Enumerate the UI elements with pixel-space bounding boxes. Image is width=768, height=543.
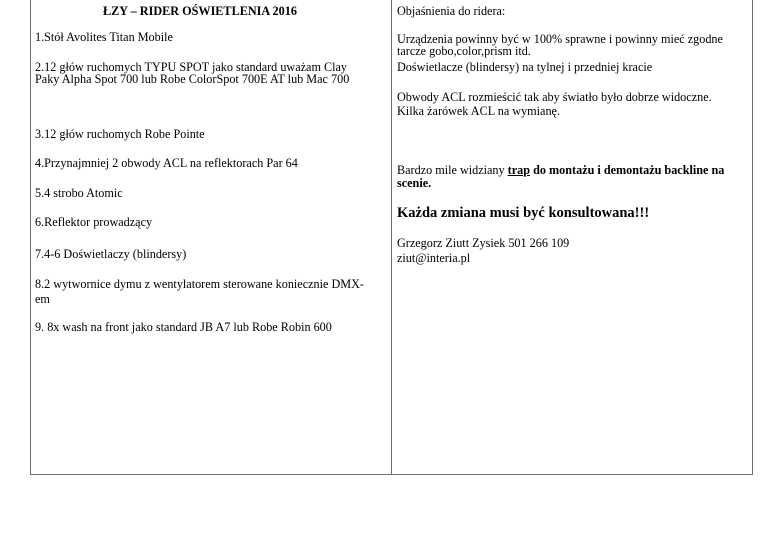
item-2: 2.12 głów ruchomych TYPU SPOT jako standard uważam Clay Paky Alpha Spot 700 lub Robe ColorSpot 700E AT lub Mac 700 [35,60,350,86]
rider-table [30,0,753,475]
note-trap [397,164,749,190]
item-4: 4.Przynajmniej 2 obwody ACL na reflektorach Par 64 [35,156,298,170]
note-trap-word: trap [507,163,531,177]
rider-title: ŁZY – RIDER OŚWIETLENIA 2016 [103,4,297,18]
item-1: 1.Stół Avolites Titan Mobile [35,30,173,44]
notes-heading: Objaśnienia do ridera: [397,4,506,18]
item-9: 9. 8x wash na front jako standard JB A7 lub Robe Robin 600 [35,320,332,334]
note-trap-post: do montażu i demontażu backline na scenie. [397,163,725,190]
item-8: 8.2 wytwornice dymu z wentylatorem sterowane koniecznie DMX-em [35,277,364,306]
note-acl-1: Obwody ACL rozmieścić tak aby światło było dobrze widoczne. [397,90,712,104]
item-6: 6.Reflektor prowadzący [35,215,153,229]
item-7: 7.4-6 Doświetlaczy (blindersy) [35,247,187,261]
consult-notice: Każda zmiana musi być konsultowana!!! [397,205,650,221]
contact-name: Grzegorz Ziutt Zysiek 501 266 109 [397,236,570,250]
note-acl-2: Kilka żarówek ACL na wymianę. [397,104,561,118]
note-devices: Urządzenia powinny być w 100% sprawne i powinny mieć zgodne tarcze gobo,color,prism itd. [397,32,723,58]
contact-email: ziut@interia.pl [397,251,471,265]
item-5: 5.4 strobo Atomic [35,186,123,200]
note-blinders: Doświetlacze (blindersy) na tylnej i przedniej kracie [397,60,653,74]
note-trap-pre: Bardzo mile widziany [397,163,508,177]
item-3: 3.12 głów ruchomych Robe Pointe [35,127,205,141]
column-divider [391,0,392,475]
